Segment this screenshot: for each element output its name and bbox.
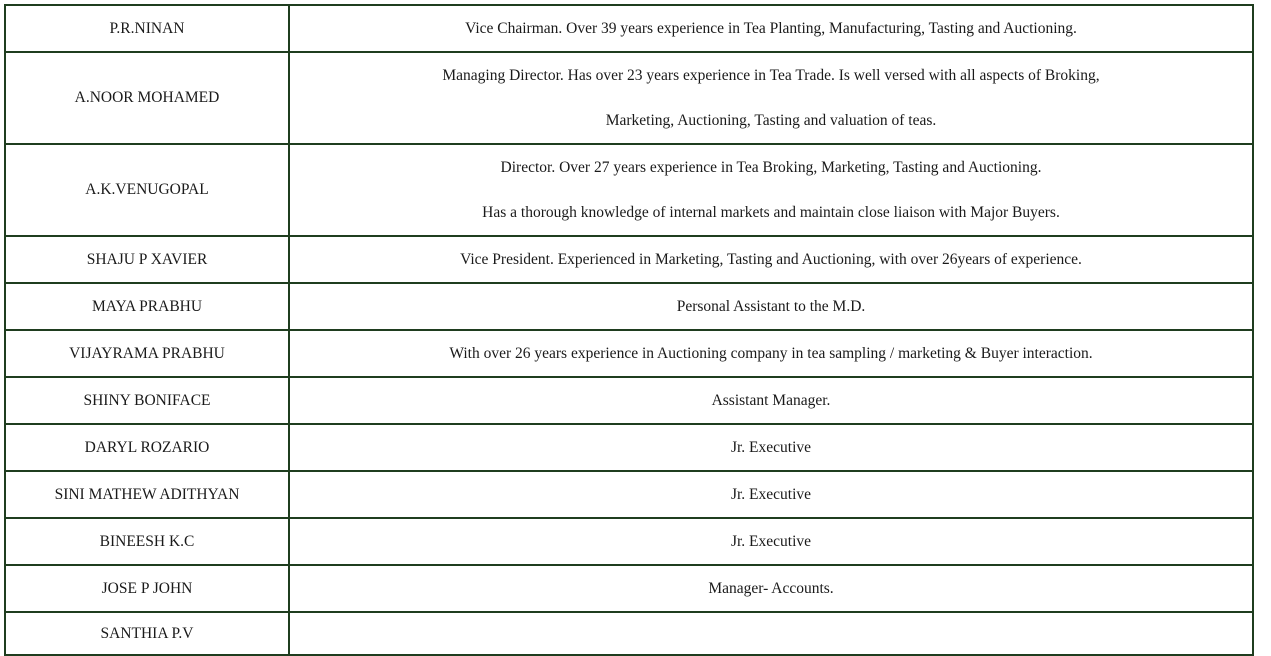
staff-description xyxy=(289,283,1253,330)
description-line: Managing Director. Has over 23 years experience in Tea Trade. Is well versed with all aspects of Broking, xyxy=(442,67,1100,84)
staff-name: SHINY BONIFACE xyxy=(5,377,289,424)
description-line: Jr. Executive xyxy=(730,533,812,550)
description-line: Vice President. Experienced in Marketing, Tasting and Auctioning, with over 26years of experience. xyxy=(460,251,1082,268)
description-line: Jr. Executive xyxy=(730,486,812,503)
staff-description xyxy=(289,377,1253,424)
description-line: Manager- Accounts. xyxy=(708,580,834,597)
table-row xyxy=(5,612,1253,655)
table-row xyxy=(5,144,1253,236)
description-line: Marketing, Auctioning, Tasting and valuation of teas. xyxy=(605,112,937,129)
table-row xyxy=(5,5,1253,52)
table-row xyxy=(5,377,1253,424)
description-line: Director. Over 27 years experience in Tea Broking, Marketing, Tasting and Auctioning. xyxy=(500,159,1042,176)
staff-description xyxy=(289,236,1253,283)
staff-name: SHAJU P XAVIER xyxy=(5,236,289,283)
staff-description xyxy=(289,424,1253,471)
staff-table xyxy=(4,4,1254,656)
staff-table-body xyxy=(5,5,1253,655)
staff-name: A.K.VENUGOPAL xyxy=(5,144,289,236)
staff-description xyxy=(289,52,1253,144)
staff-name: VIJAYRAMA PRABHU xyxy=(5,330,289,377)
staff-description xyxy=(289,518,1253,565)
table-row xyxy=(5,330,1253,377)
staff-name: A.NOOR MOHAMED xyxy=(5,52,289,144)
staff-description xyxy=(289,471,1253,518)
staff-description xyxy=(289,565,1253,612)
description-line: Jr. Executive xyxy=(730,439,812,456)
table-row xyxy=(5,424,1253,471)
staff-name: SINI MATHEW ADITHYAN xyxy=(5,471,289,518)
staff-name: MAYA PRABHU xyxy=(5,283,289,330)
description-line: Personal Assistant to the M.D. xyxy=(676,298,866,315)
staff-name: JOSE P JOHN xyxy=(5,565,289,612)
staff-description xyxy=(289,144,1253,236)
description-line: Has a thorough knowledge of internal markets and maintain close liaison with Major Buyers. xyxy=(482,204,1060,221)
staff-name: BINEESH K.C xyxy=(5,518,289,565)
description-line: Vice Chairman. Over 39 years experience in Tea Planting, Manufacturing, Tasting and Auctioning. xyxy=(465,20,1077,37)
staff-name: SANTHIA P.V xyxy=(5,612,289,655)
table-row xyxy=(5,471,1253,518)
description-line: With over 26 years experience in Auctioning company in tea sampling / marketing & Buyer interaction. xyxy=(449,345,1093,362)
table-row xyxy=(5,236,1253,283)
table-row xyxy=(5,52,1253,144)
description-line: Assistant Manager. xyxy=(711,392,831,409)
staff-description xyxy=(289,5,1253,52)
table-row xyxy=(5,283,1253,330)
table-row xyxy=(5,565,1253,612)
staff-description xyxy=(289,612,1253,655)
staff-name: DARYL ROZARIO xyxy=(5,424,289,471)
staff-description xyxy=(289,330,1253,377)
table-row xyxy=(5,518,1253,565)
staff-name: P.R.NINAN xyxy=(5,5,289,52)
